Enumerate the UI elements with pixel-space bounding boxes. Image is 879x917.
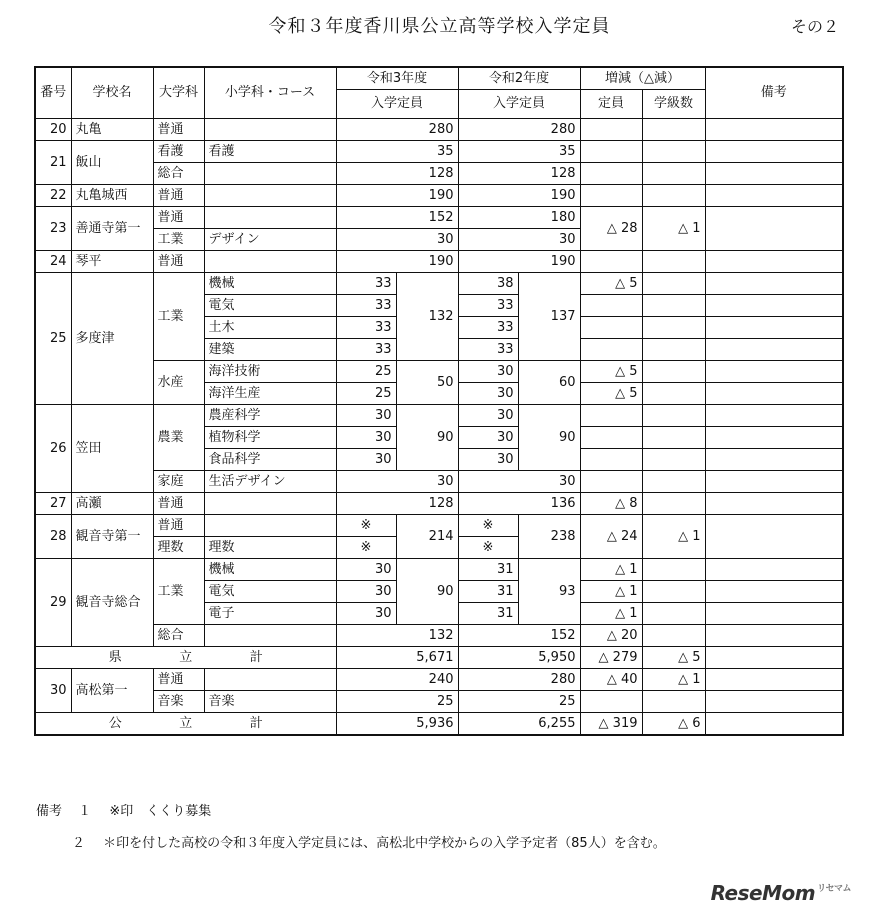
course: 海洋技術: [204, 361, 336, 383]
r2-value: 25: [458, 691, 580, 713]
inc-value: △ 1: [580, 603, 642, 625]
r2-sub: 33: [458, 317, 518, 339]
r3-value: 214: [396, 515, 458, 559]
r3-value: 30: [336, 229, 458, 251]
r2-value: 93: [518, 559, 580, 625]
header-no: 番号: [35, 67, 71, 119]
row-no: 21: [35, 141, 71, 185]
r3-value: 132: [336, 625, 458, 647]
r2-sub: 30: [458, 361, 518, 383]
r2-value: 280: [458, 669, 580, 691]
header-inc-teiin: 定員: [580, 90, 642, 119]
r3-sub: 30: [336, 405, 396, 427]
course: 電子: [204, 603, 336, 625]
r2-value: 30: [458, 229, 580, 251]
r2-sub: 30: [458, 405, 518, 427]
row-no: 30: [35, 669, 71, 713]
course: 植物科学: [204, 427, 336, 449]
inc-value: △ 5: [580, 383, 642, 405]
r2-value: 136: [458, 493, 580, 515]
header-r2-cap: 入学定員: [458, 90, 580, 119]
kukuri-mark: ※: [458, 515, 518, 537]
row-no: 22: [35, 185, 71, 207]
r3-value: 280: [336, 119, 458, 141]
r2-value: 238: [518, 515, 580, 559]
r3-value: 152: [336, 207, 458, 229]
row-no: 27: [35, 493, 71, 515]
r2-sub: 38: [458, 273, 518, 295]
dept: 普通: [153, 185, 204, 207]
dept: 家庭: [153, 471, 204, 493]
r3-value: 128: [336, 163, 458, 185]
header-r3-cap: 入学定員: [336, 90, 458, 119]
note-2: [72, 832, 666, 851]
dept: 普通: [153, 251, 204, 273]
inc-value: △ 1: [580, 581, 642, 603]
r3-value: 190: [336, 251, 458, 273]
total-label-char: 計: [249, 715, 263, 731]
public-total-label: [35, 713, 336, 736]
r2-value: 137: [518, 273, 580, 361]
course: 看護: [204, 141, 336, 163]
course: 食品科学: [204, 449, 336, 471]
table-row: [35, 559, 843, 581]
public-total-row: [35, 713, 843, 736]
r2-sub: 31: [458, 581, 518, 603]
course: 生活デザイン: [204, 471, 336, 493]
school-name: 高松第一: [71, 669, 153, 713]
inc-value: △ 8: [580, 493, 642, 515]
r3-value: 240: [336, 669, 458, 691]
r2-value: 5,950: [458, 647, 580, 669]
table-row: [35, 207, 843, 229]
header-r2: 令和2年度: [458, 67, 580, 90]
r2-sub: 31: [458, 559, 518, 581]
class-change: △ 1: [642, 207, 705, 251]
row-no: 25: [35, 273, 71, 405]
logo-text: ReseMom: [710, 881, 816, 905]
r3-sub: 33: [336, 295, 396, 317]
pref-total-row: [35, 647, 843, 669]
r2-value: 30: [458, 471, 580, 493]
total-label-char: 公: [108, 715, 122, 731]
dept: 普通: [153, 119, 204, 141]
school-name: 丸亀城西: [71, 185, 153, 207]
r3-value: 90: [396, 405, 458, 471]
row-no: 29: [35, 559, 71, 647]
course: 機械: [204, 559, 336, 581]
row-no: 23: [35, 207, 71, 251]
class-change: △ 5: [642, 647, 705, 669]
table-row: [35, 405, 843, 427]
r3-value: 190: [336, 185, 458, 207]
table-row: [35, 625, 843, 647]
total-label-char: 立: [179, 715, 193, 731]
resemom-logo: [711, 881, 851, 905]
total-label-char: 立: [179, 649, 193, 665]
r3-value: 5,671: [336, 647, 458, 669]
dept: 水産: [153, 361, 204, 405]
r3-value: 90: [396, 559, 458, 625]
dept: 音楽: [153, 691, 204, 713]
course: 理数: [204, 537, 336, 559]
inc-value: △ 5: [580, 361, 642, 383]
table-row: [35, 515, 843, 537]
dept: 普通: [153, 515, 204, 537]
r2-value: 35: [458, 141, 580, 163]
course: 農産科学: [204, 405, 336, 427]
course: デザイン: [204, 229, 336, 251]
table-row: [35, 251, 843, 273]
note-number: １: [78, 804, 92, 819]
r2-value: 128: [458, 163, 580, 185]
course: [204, 119, 336, 141]
table-row: [35, 471, 843, 493]
page-number: その２: [790, 17, 839, 36]
header-r3: 令和3年度: [336, 67, 458, 90]
kukuri-mark: ※: [336, 537, 396, 559]
r2-value: 280: [458, 119, 580, 141]
kukuri-mark: ※: [458, 537, 518, 559]
inc-value: △ 1: [580, 559, 642, 581]
dept: 工業: [153, 273, 204, 361]
table-row: [35, 361, 843, 383]
inc-value: △ 20: [580, 625, 642, 647]
class-change: △ 6: [642, 713, 705, 736]
school-name: 多度津: [71, 273, 153, 405]
r2-sub: 30: [458, 449, 518, 471]
notes-label: 備考: [36, 804, 63, 819]
dept: 総合: [153, 163, 204, 185]
inc-value: △ 28: [580, 207, 642, 251]
r3-value: 35: [336, 141, 458, 163]
enrollment-table: [34, 66, 844, 736]
r3-value: 128: [336, 493, 458, 515]
table-row: [35, 691, 843, 713]
r2-sub: 30: [458, 383, 518, 405]
class-change: △ 1: [642, 515, 705, 559]
r3-value: 25: [336, 691, 458, 713]
inc-value: △ 40: [580, 669, 642, 691]
school-name: 飯山: [71, 141, 153, 185]
course: 音楽: [204, 691, 336, 713]
kukuri-mark: ※: [336, 515, 396, 537]
dept: 理数: [153, 537, 204, 559]
inc-value: △ 24: [580, 515, 642, 559]
course: 土木: [204, 317, 336, 339]
dept: 看護: [153, 141, 204, 163]
note-text: ＊印を付した高校の令和３年度入学定員には、高松北中学校からの入学予定者（85人）を含む。: [103, 836, 666, 851]
note-number: ２: [72, 836, 86, 851]
r2-value: 152: [458, 625, 580, 647]
r2-value: 180: [458, 207, 580, 229]
header-inc: 増減（△減）: [580, 67, 705, 90]
school-name: 観音寺総合: [71, 559, 153, 647]
row-no: 24: [35, 251, 71, 273]
r2-sub: 30: [458, 427, 518, 449]
header-course: 小学科・コース: [204, 67, 336, 119]
total-label-char: 計: [249, 649, 263, 665]
dept: 工業: [153, 559, 204, 625]
course: 建築: [204, 339, 336, 361]
course: 電気: [204, 581, 336, 603]
table-row: [35, 669, 843, 691]
r2-sub: 31: [458, 603, 518, 625]
r2-value: 190: [458, 251, 580, 273]
row-no: 26: [35, 405, 71, 493]
r3-value: 30: [336, 471, 458, 493]
r3-value: 132: [396, 273, 458, 361]
r2-sub: 33: [458, 295, 518, 317]
r3-sub: 30: [336, 581, 396, 603]
r3-sub: 30: [336, 449, 396, 471]
r3-sub: 33: [336, 317, 396, 339]
school-name: 琴平: [71, 251, 153, 273]
page-title: 令和３年度香川県公立高等学校入学定員: [268, 16, 611, 37]
table-row: [35, 119, 843, 141]
r2-value: 190: [458, 185, 580, 207]
note-1: [36, 800, 211, 819]
r3-sub: 25: [336, 383, 396, 405]
r3-sub: 30: [336, 603, 396, 625]
row-no: 28: [35, 515, 71, 559]
r2-value: 60: [518, 361, 580, 405]
r3-sub: 33: [336, 273, 396, 295]
dept: 総合: [153, 625, 204, 647]
course: 電気: [204, 295, 336, 317]
r2-sub: 33: [458, 339, 518, 361]
header-dept: 大学科: [153, 67, 204, 119]
pref-total-label: [35, 647, 336, 669]
r2-value: 90: [518, 405, 580, 471]
table-row: [35, 185, 843, 207]
table-row: [35, 163, 843, 185]
dept: 普通: [153, 493, 204, 515]
header-inc-classes: 学級数: [642, 90, 705, 119]
inc-value: △ 319: [580, 713, 642, 736]
school-name: 高瀬: [71, 493, 153, 515]
header-school: 学校名: [71, 67, 153, 119]
r3-sub: 30: [336, 559, 396, 581]
total-label-char: 県: [108, 649, 122, 665]
class-change: △ 1: [642, 669, 705, 691]
dept: 農業: [153, 405, 204, 471]
dept: 普通: [153, 207, 204, 229]
table-row: [35, 141, 843, 163]
table-row: [35, 273, 843, 295]
r3-sub: 30: [336, 427, 396, 449]
r3-sub: 25: [336, 361, 396, 383]
school-name: 笠田: [71, 405, 153, 493]
inc-value: △ 279: [580, 647, 642, 669]
r3-sub: 33: [336, 339, 396, 361]
school-name: 丸亀: [71, 119, 153, 141]
r3-value: 50: [396, 361, 458, 405]
school-name: 観音寺第一: [71, 515, 153, 559]
table-header-row: [35, 67, 843, 90]
row-no: 20: [35, 119, 71, 141]
r2-value: 6,255: [458, 713, 580, 736]
dept: 普通: [153, 669, 204, 691]
inc-value: △ 5: [580, 273, 642, 295]
dept: 工業: [153, 229, 204, 251]
course: 海洋生産: [204, 383, 336, 405]
table-row: [35, 493, 843, 515]
course: 機械: [204, 273, 336, 295]
r3-value: 5,936: [336, 713, 458, 736]
note-text: ※印 くくり募集: [109, 804, 212, 819]
school-name: 善通寺第一: [71, 207, 153, 251]
logo-mark: リセマム: [817, 884, 851, 894]
header-note: 備考: [705, 67, 843, 119]
